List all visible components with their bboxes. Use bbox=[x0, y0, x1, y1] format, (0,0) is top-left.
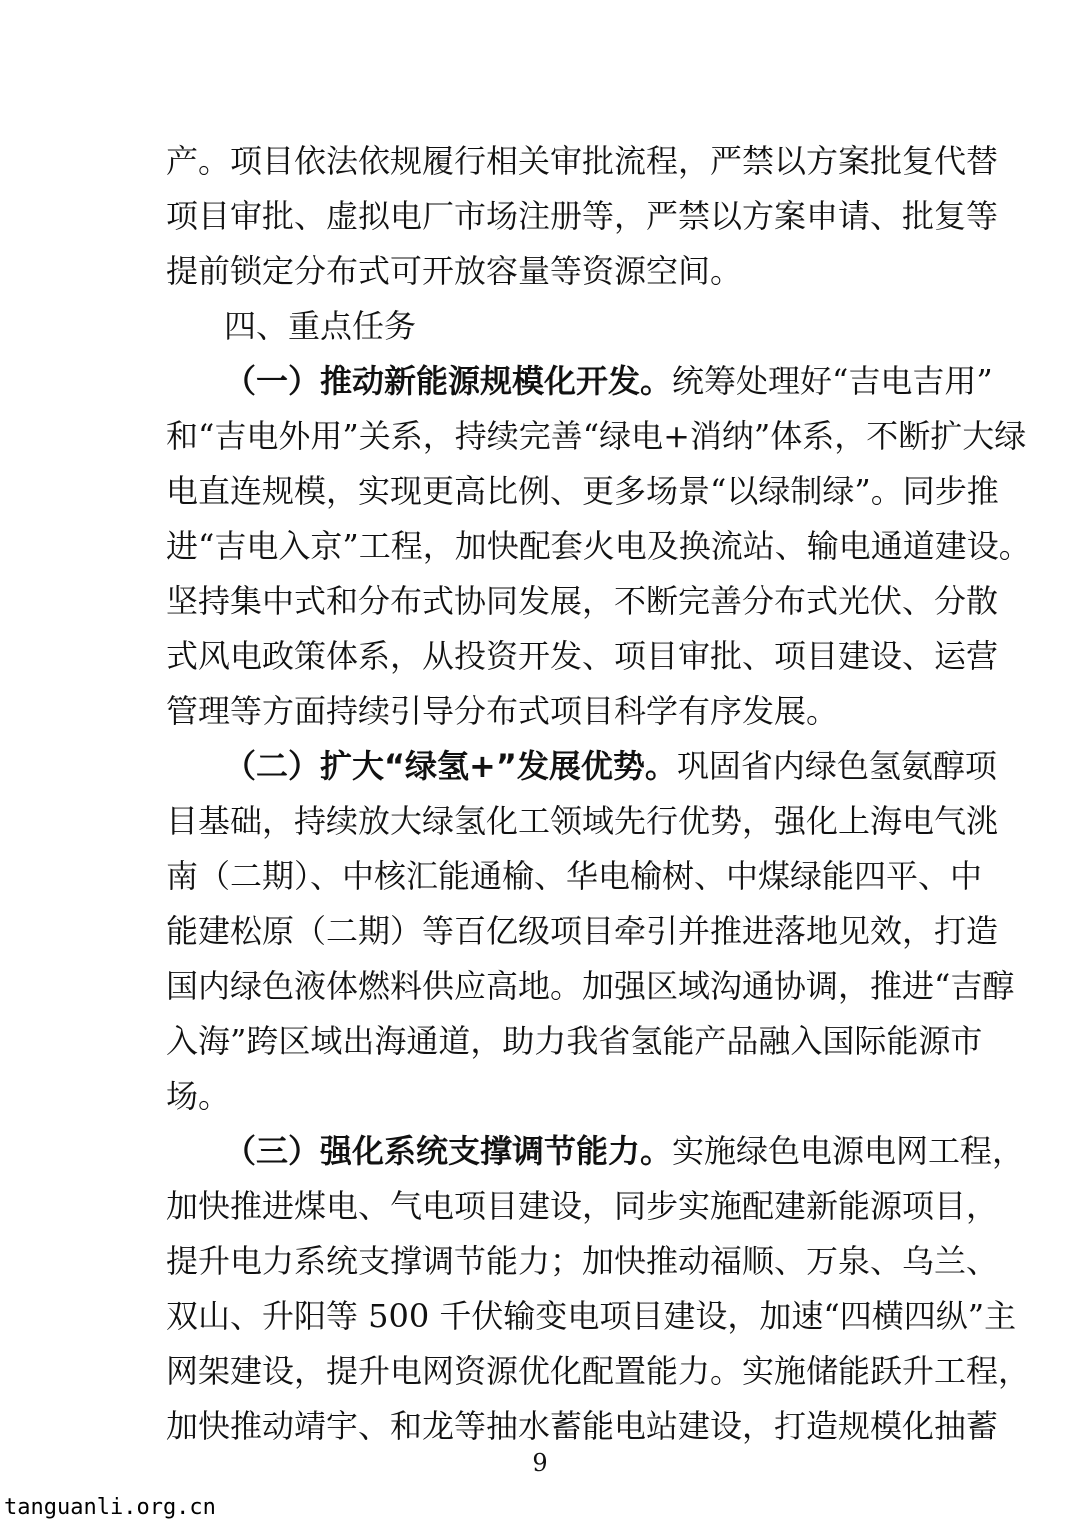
paragraph-line: 管理等方面持续引导分布式项目科学有序发展。 bbox=[166, 692, 839, 730]
paragraph-line: 和“吉电外用”关系，持续完善“绿电+消纳”体系，不断扩大绿 bbox=[166, 417, 1027, 455]
paragraph-line: 提前锁定分布式可开放容量等资源空间。 bbox=[166, 252, 743, 290]
paragraph-line: 双山、升阳等 500 千伏输变电项目建设，加速“四横四纵”主 bbox=[166, 1297, 1017, 1335]
task1-first-line bbox=[224, 356, 993, 406]
task2-title: （二）扩大“绿氢+”发展优势。 bbox=[224, 747, 677, 785]
section-heading: 四、重点任务 bbox=[224, 307, 417, 345]
paragraph-line: 进“吉电入京”工程，加快配套火电及换流站、输电通道建设。 bbox=[166, 527, 1031, 565]
paragraph-line: 加快推进煤电、气电项目建设，同步实施配建新能源项目， bbox=[166, 1187, 999, 1225]
paragraph-line: 南（二期）、中核汇能通榆、华电榆树、中煤绿能四平、中 bbox=[166, 857, 983, 895]
paragraph-line: 国内绿色液体燃料供应高地。加强区域沟通协调，推进“吉醇 bbox=[166, 967, 1015, 1005]
task2-line1-rest: 巩固省内绿色氢氨醇项 bbox=[676, 747, 997, 785]
task3-title: （三）强化系统支撑调节能力。 bbox=[224, 1132, 673, 1170]
paragraph-line: 场。 bbox=[166, 1077, 231, 1115]
paragraph-line: 项目审批、虚拟电厂市场注册等，严禁以方案申请、批复等 bbox=[166, 197, 999, 235]
paragraph-line: 入海”跨区域出海通道，助力我省氢能产品融入国际能源市 bbox=[166, 1022, 983, 1060]
paragraph-line: 网架建设，提升电网资源优化配置能力。实施储能跃升工程， bbox=[166, 1352, 1031, 1390]
paragraph-line: 加快推动靖宇、和龙等抽水蓄能电站建设，打造规模化抽蓄 bbox=[166, 1407, 999, 1445]
paragraph-line: 电直连规模，实现更高比例、更多场景“以绿制绿”。同步推 bbox=[166, 472, 999, 510]
task2-first-line bbox=[224, 741, 997, 791]
task1-line1-rest: 统筹处理好“吉电吉用” bbox=[672, 362, 993, 400]
task1-title: （一）推动新能源规模化开发。 bbox=[224, 362, 673, 400]
task3-line1-rest: 实施绿色电源电网工程， bbox=[672, 1132, 1025, 1170]
watermark: tanguanli.org.cn bbox=[4, 1495, 216, 1520]
paragraph-line: 式风电政策体系，从投资开发、项目审批、项目建设、运营 bbox=[166, 637, 999, 675]
paragraph-line: 目基础，持续放大绿氢化工领域先行优势，强化上海电气洮 bbox=[166, 802, 999, 840]
task3-first-line bbox=[224, 1126, 1025, 1176]
page-number: 9 bbox=[532, 1449, 548, 1477]
paragraph-line: 提升电力系统支撑调节能力；加快推动福顺、万泉、乌兰、 bbox=[166, 1242, 999, 1280]
paragraph-line: 能建松原（二期）等百亿级项目牵引并推进落地见效，打造 bbox=[166, 912, 999, 950]
paragraph-line: 产。项目依法依规履行相关审批流程，严禁以方案批复代替 bbox=[166, 142, 999, 180]
paragraph-line: 坚持集中式和分布式协同发展，不断完善分布式光伏、分散 bbox=[166, 582, 999, 620]
